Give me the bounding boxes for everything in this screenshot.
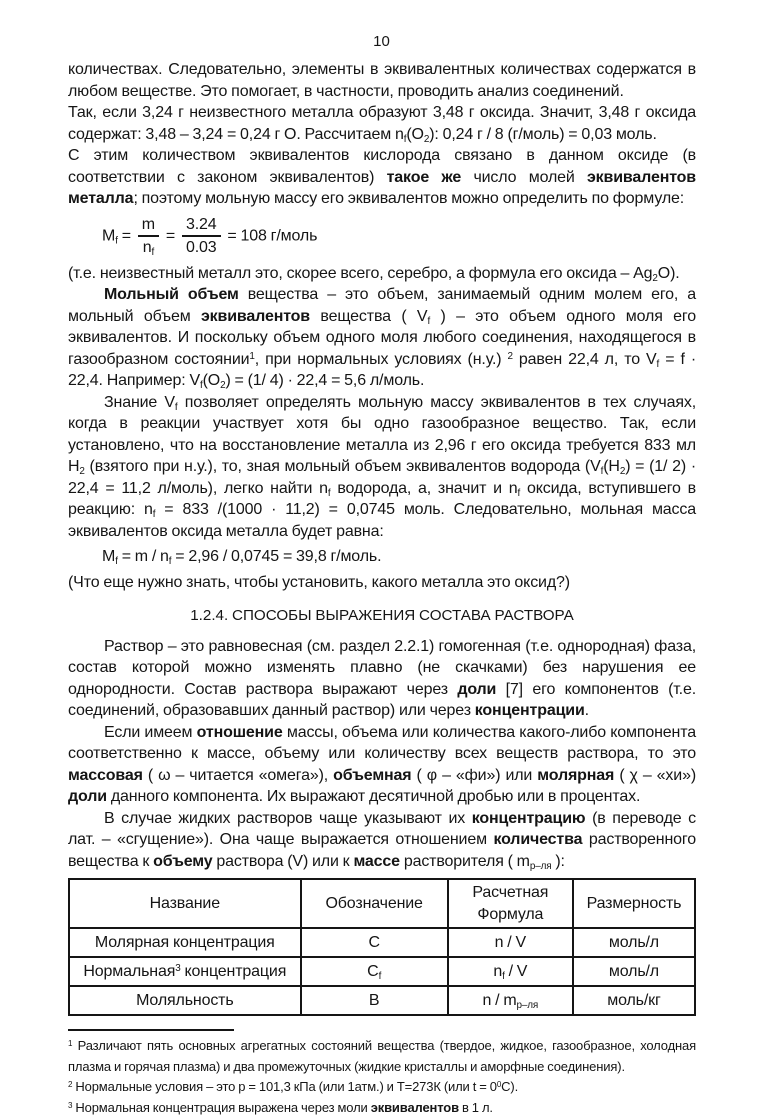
paragraph: Мольный объем вещества – это объем, занимаемый одним молем его, а мольный объем эквивалентов вещества ( $V_f$ ) – это объем одного моля его эквивалентов. И поскольку объем одного моля любого соединения, находящегося в газообразном состоянии$^1$, при нормальных условиях (н.у.) $^2$ равен 22,4 л, то $V_f = f \cdot 22,4$. Например: $V_f(O_2) = (1/$ 4) · 22,4 = 5,6 л/моль. [68, 284, 696, 392]
table-row [69, 986, 695, 1015]
table-cell: Молярная концентрация [69, 928, 301, 957]
paragraph: (т.е. неизвестный металл это, скорее всего, серебро, а формула его оксида – $Ag_2O$). [68, 263, 696, 285]
table-cell: $C_f$ [301, 957, 448, 986]
table-cell: моль/л [573, 928, 695, 957]
paragraph: Раствор – это равновесная (см. раздел 2.2.1) гомогенная (т.е. однородная) фаза, состав которой можно изменять плавно (не скачками) без нарушения ее однородности. Состав раствора выражают через доли [7] его компонентов (т.е. соединений, образовавших данный раствор) или через концентрации. [68, 636, 696, 722]
table-cell: моль/кг [573, 986, 695, 1015]
table-header-cell: Расчетная Формула [448, 879, 573, 928]
footnote: $^1$ Различают пять основных агрегатных состояний вещества (твердое, жидкое, газообразное, холодная плазма и горячая плазма) и два промежуточных (жидкие кристаллы и аморфные соединения). [68, 1036, 696, 1077]
formula-molar-mass-39-8: $M_f = m / n_f = 2,96 / 0,0745 = 39,8$ г/моль. [102, 546, 696, 568]
table-header-cell: Обозначение [301, 879, 448, 928]
paragraph: (Что еще нужно знать, чтобы установить, какого металла это оксид?) [68, 572, 696, 594]
table-cell: B [301, 986, 448, 1015]
table-cell: моль/л [573, 957, 695, 986]
table-cell: $n_f$ / V [448, 957, 573, 986]
footnote-separator [68, 1029, 234, 1031]
concentration-table [68, 878, 696, 1016]
table-row [69, 957, 695, 986]
table-cell: C [301, 928, 448, 957]
footnotes [68, 1036, 696, 1118]
page-number: 10 [0, 33, 763, 50]
table-header-row [69, 879, 695, 928]
table-row [69, 928, 695, 957]
paragraph: Если имеем отношение массы, объема или количества какого-либо компонента соответственно к массе, объему или количеству всех веществ раствора, то это массовая ( ω – читается «омега»), объемная ( φ – «фи») или молярная ( χ – «хи») доли данного компонента. Их выражают десятичной дробью или в процентах. [68, 722, 696, 808]
formula-molar-mass-108: $M_f$ = $\frac{m}{n_f}$ = $\frac{3.24}{0.03}$ = 108 г/моль [102, 214, 696, 259]
page-content [68, 59, 696, 1118]
paragraph: В случае жидких растворов чаще указывают их концентрацию (в переводе с лат. – «сгущение»). Она чаще выражается отношением количества растворенного вещества к объему раствора (V) или к массе растворителя ( $m_{р-ля}$ ): [68, 808, 696, 873]
footnote: $^2$ Нормальные условия – это p = 101,3 кПа (или 1атм.) и Т=273К (или $t = 0^0С$). [68, 1077, 696, 1098]
footnote: $^3$ Нормальная концентрация выражена через моли эквивалентов в 1 л. [68, 1098, 696, 1118]
table-cell: n / $m_{р-ля}$ [448, 986, 573, 1015]
paragraph: количествах. Следовательно, элементы в эквивалентных количествах содержатся в любом веществе. Это помогает, в частности, проводить анализ соединений. [68, 59, 696, 102]
table-cell: Моляльность [69, 986, 301, 1015]
paragraph: Знание $V_f$ позволяет определять мольную массу эквивалентов в тех случаях, когда в реакции участвует хотя бы одно газообразное вещество. Так, если установлено, что на восстановление металла из 2,96 г его оксида требуется 833 мл $H_2$ (взятого при н.у.), то, зная мольный объем эквивалентов водорода ($V_f(H_2) = (1/$ 2) · 22,4 = 11,2 л/моль), легко найти $n_f$ водорода, а, значит и $n_f$ оксида, вступившего в реакцию: $n_f = 833$ /(1000 · 11,2) = 0,0745 моль. Следовательно, мольная масса эквивалентов оксида металла будет равна: [68, 392, 696, 543]
table-header-cell: Название [69, 879, 301, 928]
section-heading: 1.2.4. СПОСОБЫ ВЫРАЖЕНИЯ СОСТАВА РАСТВОРА [68, 605, 696, 627]
table-cell: Нормальная$^3$ концентрация [69, 957, 301, 986]
paragraph: Так, если 3,24 г неизвестного металла образуют 3,48 г оксида. Значит, 3,48 г оксида содержат: 3,48 – 3,24 = 0,24 г О. Рассчитаем $n_f(O_2)$: 0,24 г / 8 (г/моль) = 0,03 моль. [68, 102, 696, 145]
table-cell: n / V [448, 928, 573, 957]
paragraph: С этим количеством эквивалентов кислорода связано в данном оксиде (в соответствии с законом эквивалентов) такое же число молей эквивалентов металла; поэтому мольную массу его эквивалентов можно определить по формуле: [68, 145, 696, 210]
table-header-cell: Размерность [573, 879, 695, 928]
